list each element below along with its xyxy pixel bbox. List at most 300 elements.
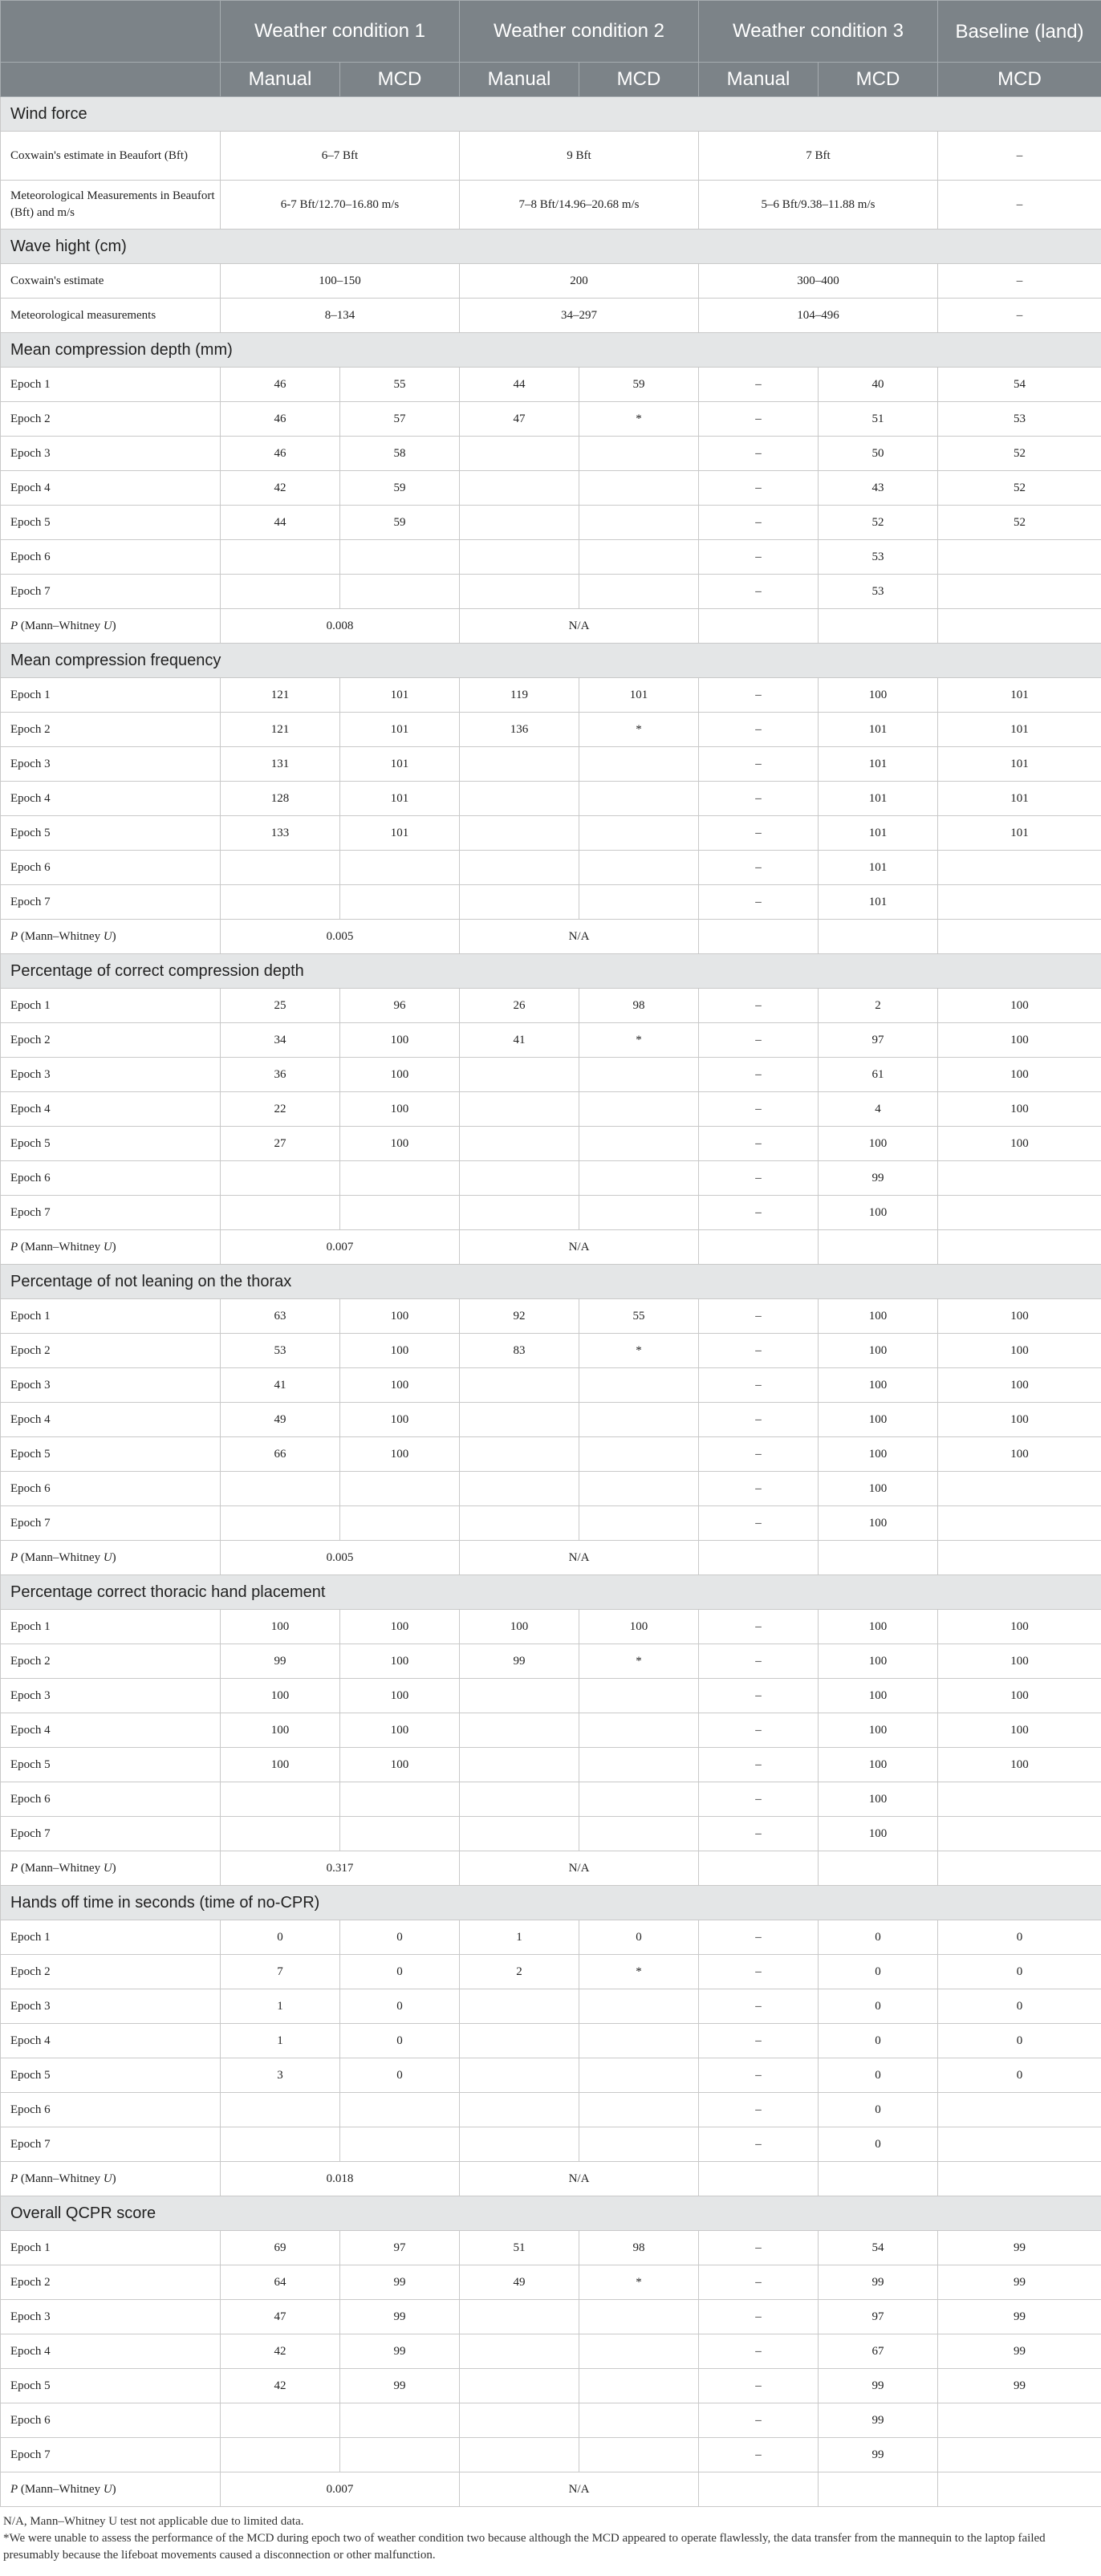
p-value-label — [1, 920, 221, 954]
u-symbol: U — [103, 1240, 112, 1253]
cell — [221, 1817, 340, 1851]
cell — [460, 506, 579, 540]
cell: 121 — [221, 678, 340, 713]
cell: 63 — [221, 1299, 340, 1334]
cell: 100 — [938, 1092, 1101, 1127]
cell — [460, 2438, 579, 2472]
cell: 136 — [460, 713, 579, 747]
table-row — [1, 678, 1101, 713]
cell — [460, 1817, 579, 1851]
cell — [579, 782, 699, 816]
cell — [460, 1437, 579, 1472]
cell — [938, 1506, 1101, 1541]
cell — [460, 2334, 579, 2369]
row-label: Epoch 2 — [1, 1334, 221, 1368]
cell: 0 — [340, 2024, 460, 2058]
cell: 0 — [819, 1955, 938, 1989]
p-value-label — [1, 1230, 221, 1265]
table-body — [1, 97, 1101, 2507]
cell — [579, 575, 699, 609]
cell: 1 — [460, 1920, 579, 1955]
section-header-wave — [1, 230, 1101, 264]
cell: 0 — [819, 1989, 938, 2024]
cell: – — [699, 1437, 819, 1472]
table-row — [1, 1023, 1101, 1058]
cell — [819, 1851, 938, 1886]
cell: 9 Bft — [460, 132, 699, 181]
cell: 100 — [340, 1610, 460, 1644]
table-row — [1, 1644, 1101, 1679]
cell: – — [699, 1955, 819, 1989]
p-value-label — [1, 1851, 221, 1886]
p-text-end: ) — [112, 2172, 116, 2185]
row-label: Epoch 1 — [1, 2231, 221, 2265]
cell: 2 — [460, 1955, 579, 1989]
cell: 59 — [579, 368, 699, 402]
table-row — [1, 1127, 1101, 1161]
cell: 7 Bft — [699, 132, 938, 181]
cell: 36 — [221, 1058, 340, 1092]
cell — [340, 1782, 460, 1817]
cell: 100 — [340, 1368, 460, 1403]
cell: 100 — [340, 1679, 460, 1713]
cell: 100 — [819, 1748, 938, 1782]
section-title: Wave hight (cm) — [1, 230, 1101, 264]
cell: 0 — [819, 2024, 938, 2058]
cell: 101 — [579, 678, 699, 713]
cell: – — [699, 1127, 819, 1161]
cell: – — [699, 506, 819, 540]
cell: 46 — [221, 437, 340, 471]
cell: 59 — [340, 506, 460, 540]
cell: 47 — [221, 2300, 340, 2334]
cell — [340, 575, 460, 609]
cell — [460, 1506, 579, 1541]
cell: 99 — [340, 2300, 460, 2334]
cell: – — [699, 2093, 819, 2127]
row-label: Epoch 2 — [1, 1644, 221, 1679]
table-row — [1, 1472, 1101, 1506]
cell — [460, 747, 579, 782]
cell: – — [699, 1403, 819, 1437]
header-sub-cell: Manual — [221, 63, 340, 97]
row-label: Meteorological measurements — [1, 299, 221, 333]
cell: * — [579, 713, 699, 747]
row-label: Epoch 7 — [1, 575, 221, 609]
cell — [938, 2403, 1101, 2438]
cell: 99 — [819, 2403, 938, 2438]
cell: – — [699, 1782, 819, 1817]
p-text-end: ) — [112, 929, 116, 943]
cell: 44 — [460, 368, 579, 402]
cell: 100 — [938, 1403, 1101, 1437]
row-label: Epoch 3 — [1, 1368, 221, 1403]
table-row — [1, 1610, 1101, 1644]
cell: * — [579, 1023, 699, 1058]
row-label: Epoch 7 — [1, 2127, 221, 2162]
cell: – — [699, 1713, 819, 1748]
table-row — [1, 471, 1101, 506]
cell: 99 — [340, 2369, 460, 2403]
p-value-cell: N/A — [460, 2162, 699, 2196]
cell: 100 — [938, 1127, 1101, 1161]
cell: 0 — [938, 1920, 1101, 1955]
p-text-end: ) — [112, 1240, 116, 1253]
cell: – — [699, 713, 819, 747]
row-label: Epoch 3 — [1, 1989, 221, 2024]
table-row — [1, 575, 1101, 609]
cell: – — [699, 540, 819, 575]
cell: 97 — [340, 2231, 460, 2265]
cell: 42 — [221, 471, 340, 506]
table-row — [1, 1989, 1101, 2024]
row-label: Epoch 4 — [1, 2024, 221, 2058]
cell: 100 — [340, 1644, 460, 1679]
cell: 100 — [340, 1403, 460, 1437]
table-row — [1, 2127, 1101, 2162]
cell — [579, 1368, 699, 1403]
cell — [579, 2093, 699, 2127]
cell — [221, 885, 340, 920]
cell: 100 — [819, 1127, 938, 1161]
row-label: Epoch 3 — [1, 747, 221, 782]
table-row — [1, 2300, 1101, 2334]
table-row — [1, 1713, 1101, 1748]
cell: – — [699, 2127, 819, 2162]
header-sub-cell: MCD — [579, 63, 699, 97]
cell — [460, 885, 579, 920]
cell — [699, 1851, 819, 1886]
section-title: Percentage correct thoracic hand placement — [1, 1575, 1101, 1610]
row-label: Epoch 5 — [1, 2369, 221, 2403]
cell: 1 — [221, 1989, 340, 2024]
cell — [460, 1092, 579, 1127]
cell: 100 — [819, 678, 938, 713]
cell: – — [699, 989, 819, 1023]
p-symbol: P — [10, 2172, 18, 2185]
cell — [460, 1472, 579, 1506]
table-row — [1, 2403, 1101, 2438]
cell — [460, 1127, 579, 1161]
table-row — [1, 1299, 1101, 1334]
cell: 99 — [819, 2369, 938, 2403]
section-title: Mean compression frequency — [1, 644, 1101, 678]
cell: 100 — [819, 1610, 938, 1644]
cell: 1 — [221, 2024, 340, 2058]
cell: 100 — [938, 1713, 1101, 1748]
cell: 64 — [221, 2265, 340, 2300]
cell: – — [699, 1092, 819, 1127]
cell — [221, 540, 340, 575]
cell: 99 — [221, 1644, 340, 1679]
row-label: Epoch 3 — [1, 1058, 221, 1092]
cell — [460, 782, 579, 816]
section-title: Hands off time in seconds (time of no-CPR) — [1, 1886, 1101, 1920]
cell: 99 — [938, 2369, 1101, 2403]
cell: 99 — [938, 2300, 1101, 2334]
cell: 5–6 Bft/9.38–11.88 m/s — [699, 181, 938, 230]
row-label: Epoch 1 — [1, 1610, 221, 1644]
cell: 100 — [819, 1644, 938, 1679]
cell: 99 — [819, 2265, 938, 2300]
footnote-asterisk: *We were unable to assess the performance of the MCD during epoch two of weather condition two because although the MCD appeared to operate flawlessly, the data transfer from the mannequin to the laptop failed presumably because the lifeboat movements caused a disconnection or other malfunction. — [3, 2532, 1046, 2562]
p-value-row — [1, 920, 1101, 954]
cell — [340, 1817, 460, 1851]
cell: 100 — [221, 1610, 340, 1644]
cell — [579, 1196, 699, 1230]
cell: 46 — [221, 402, 340, 437]
cell: 99 — [340, 2334, 460, 2369]
cell: 100 — [819, 1334, 938, 1368]
cell: 0 — [819, 2127, 938, 2162]
cell: – — [699, 885, 819, 920]
cell: 100 — [340, 1058, 460, 1092]
cell — [579, 1506, 699, 1541]
cell: 100 — [938, 1368, 1101, 1403]
cell: – — [938, 299, 1101, 333]
row-label: Epoch 4 — [1, 1713, 221, 1748]
cell: 41 — [221, 1368, 340, 1403]
cell: 131 — [221, 747, 340, 782]
cell: 52 — [938, 471, 1101, 506]
table-row — [1, 181, 1101, 230]
cell: 26 — [460, 989, 579, 1023]
row-label: Epoch 2 — [1, 1023, 221, 1058]
cell: – — [699, 2231, 819, 2265]
cell: 51 — [460, 2231, 579, 2265]
cell: 8–134 — [221, 299, 460, 333]
cell: 101 — [340, 713, 460, 747]
table-row — [1, 1334, 1101, 1368]
p-text: (Mann–Whitney — [18, 1861, 104, 1875]
cell: 100 — [340, 1748, 460, 1782]
cell — [938, 2093, 1101, 2127]
row-label: Epoch 6 — [1, 1161, 221, 1196]
u-symbol: U — [103, 929, 112, 943]
cell: 6-7 Bft/12.70–16.80 m/s — [221, 181, 460, 230]
row-label: Epoch 6 — [1, 851, 221, 885]
cell: 53 — [938, 402, 1101, 437]
cell: 51 — [819, 402, 938, 437]
cell — [460, 1368, 579, 1403]
p-text-end: ) — [112, 1861, 116, 1875]
table-row — [1, 2265, 1101, 2300]
table-row — [1, 1679, 1101, 1713]
cell — [819, 2162, 938, 2196]
cell: – — [699, 1748, 819, 1782]
p-value-label — [1, 609, 221, 644]
row-label: Coxwain's estimate in Beaufort (Bft) — [1, 132, 221, 181]
cell: 0 — [340, 1989, 460, 2024]
p-text: (Mann–Whitney — [18, 1550, 104, 1564]
cell: 52 — [938, 437, 1101, 471]
cell: 42 — [221, 2369, 340, 2403]
p-symbol: P — [10, 929, 18, 943]
cell: 0 — [938, 2058, 1101, 2093]
cell — [938, 540, 1101, 575]
cell: 100 — [579, 1610, 699, 1644]
cell — [460, 471, 579, 506]
table-row — [1, 1437, 1101, 1472]
cell — [221, 575, 340, 609]
row-label: Epoch 5 — [1, 2058, 221, 2093]
cell: 101 — [819, 713, 938, 747]
cell: 34 — [221, 1023, 340, 1058]
table-row — [1, 1817, 1101, 1851]
cell: 61 — [819, 1058, 938, 1092]
cell — [579, 2403, 699, 2438]
cell: 100 — [819, 1437, 938, 1472]
cell — [221, 2093, 340, 2127]
cell — [699, 609, 819, 644]
cell: 55 — [340, 368, 460, 402]
cell: 99 — [460, 1644, 579, 1679]
row-label: Epoch 3 — [1, 1679, 221, 1713]
table-row — [1, 713, 1101, 747]
cell: 100 — [938, 1299, 1101, 1334]
cell: – — [699, 1058, 819, 1092]
header-corner — [1, 1, 221, 63]
row-label: Epoch 3 — [1, 437, 221, 471]
cell: 100 — [460, 1610, 579, 1644]
cell: – — [699, 575, 819, 609]
cell — [221, 1196, 340, 1230]
cell: 2 — [819, 989, 938, 1023]
cell: 43 — [819, 471, 938, 506]
cell: 41 — [460, 1023, 579, 1058]
header-sub-cell: MCD — [340, 63, 460, 97]
cell — [340, 885, 460, 920]
cell: 22 — [221, 1092, 340, 1127]
cell: 101 — [340, 678, 460, 713]
cell: – — [699, 851, 819, 885]
p-value-row — [1, 609, 1101, 644]
cell: – — [699, 1920, 819, 1955]
cell: 0 — [340, 1955, 460, 1989]
cell — [579, 1161, 699, 1196]
cell: 0 — [579, 1920, 699, 1955]
cell: 100 — [819, 1782, 938, 1817]
cell — [221, 1506, 340, 1541]
cell: 99 — [938, 2334, 1101, 2369]
cell — [340, 851, 460, 885]
cell — [938, 575, 1101, 609]
cell — [460, 1748, 579, 1782]
cell — [460, 575, 579, 609]
cell: 100 — [938, 1748, 1101, 1782]
u-symbol: U — [103, 2172, 112, 2185]
cell: 97 — [819, 2300, 938, 2334]
cell: 99 — [938, 2265, 1101, 2300]
cell: 100 — [340, 1437, 460, 1472]
p-value-row — [1, 1230, 1101, 1265]
cell: – — [699, 471, 819, 506]
cell: 49 — [221, 1403, 340, 1437]
row-label: Epoch 5 — [1, 506, 221, 540]
cell — [819, 920, 938, 954]
section-title: Overall QCPR score — [1, 2196, 1101, 2231]
cell: 98 — [579, 2231, 699, 2265]
row-label: Coxwain's estimate — [1, 264, 221, 299]
row-label: Epoch 4 — [1, 2334, 221, 2369]
p-symbol: P — [10, 619, 18, 632]
p-text-end: ) — [112, 2482, 116, 2496]
cell: 7–8 Bft/14.96–20.68 m/s — [460, 181, 699, 230]
section-title: Percentage of not leaning on the thorax — [1, 1265, 1101, 1299]
row-label: Epoch 6 — [1, 540, 221, 575]
p-value-cell: N/A — [460, 609, 699, 644]
p-value-cell: N/A — [460, 2472, 699, 2507]
cell: – — [699, 1989, 819, 2024]
section-header — [1, 2196, 1101, 2231]
cell: 54 — [938, 368, 1101, 402]
cell — [699, 2162, 819, 2196]
cell — [819, 2472, 938, 2507]
cell: 0 — [819, 2093, 938, 2127]
table-row — [1, 264, 1101, 299]
cell: 0 — [819, 2058, 938, 2093]
cell — [699, 1541, 819, 1575]
cell: 101 — [938, 713, 1101, 747]
cell: – — [699, 678, 819, 713]
section-header — [1, 644, 1101, 678]
row-label: Epoch 4 — [1, 1092, 221, 1127]
row-label: Epoch 4 — [1, 1403, 221, 1437]
cell — [579, 1748, 699, 1782]
cell: – — [699, 2058, 819, 2093]
table-row — [1, 368, 1101, 402]
cell — [221, 2438, 340, 2472]
cell: 46 — [221, 368, 340, 402]
cell: 100 — [938, 1023, 1101, 1058]
cell: 100 — [819, 1506, 938, 1541]
cell: 67 — [819, 2334, 938, 2369]
cell: 100 — [819, 1472, 938, 1506]
cell — [579, 2369, 699, 2403]
cell — [579, 1403, 699, 1437]
cell: – — [938, 132, 1101, 181]
cell — [460, 2024, 579, 2058]
cell — [340, 2093, 460, 2127]
cell — [460, 2058, 579, 2093]
cell: 6–7 Bft — [221, 132, 460, 181]
p-value-cell: 0.008 — [221, 609, 460, 644]
u-symbol: U — [103, 1861, 112, 1875]
cell: – — [699, 1334, 819, 1368]
u-symbol: U — [103, 619, 112, 632]
cell — [579, 1679, 699, 1713]
cell: 101 — [340, 782, 460, 816]
cell: 100 — [221, 1679, 340, 1713]
row-label: Epoch 5 — [1, 1748, 221, 1782]
p-value-label — [1, 2162, 221, 2196]
p-value-row — [1, 2162, 1101, 2196]
cell — [938, 2162, 1101, 2196]
row-label: Epoch 7 — [1, 1506, 221, 1541]
cell — [579, 851, 699, 885]
cell — [579, 1437, 699, 1472]
u-symbol: U — [103, 1550, 112, 1564]
row-label: Epoch 6 — [1, 1472, 221, 1506]
cell: 52 — [819, 506, 938, 540]
p-value-cell: 0.007 — [221, 2472, 460, 2507]
cell: 25 — [221, 989, 340, 1023]
cell: 53 — [221, 1334, 340, 1368]
table-row — [1, 2024, 1101, 2058]
cell — [460, 2093, 579, 2127]
cell: 100 — [221, 1713, 340, 1748]
cell: 119 — [460, 678, 579, 713]
